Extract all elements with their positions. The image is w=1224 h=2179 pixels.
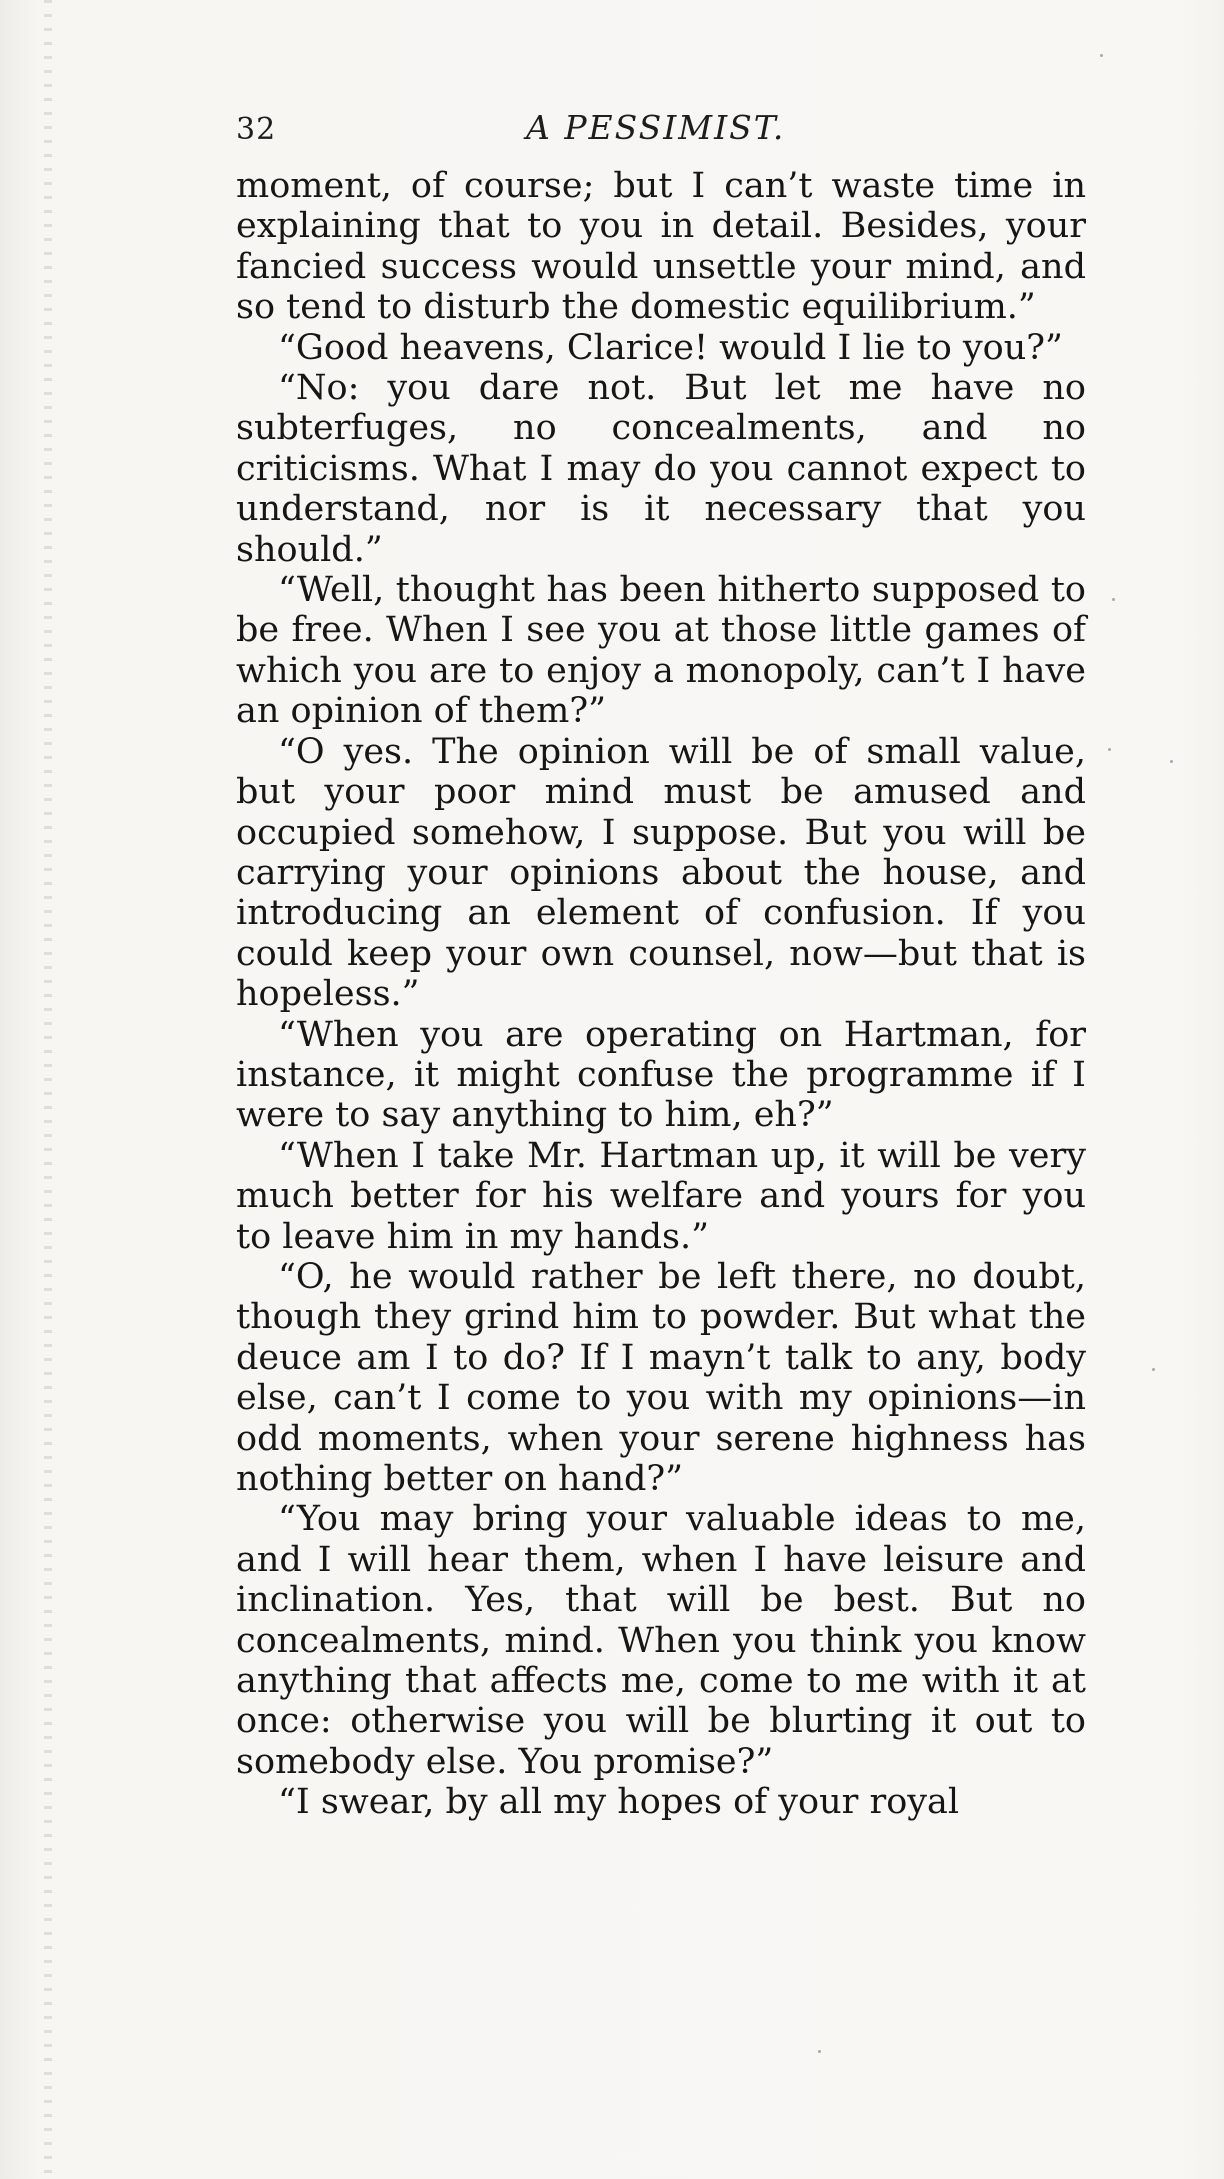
speck: [1170, 760, 1173, 763]
paragraph: “Good heavens, Clarice! would I lie to you?”: [278, 327, 1063, 368]
running-title: A PESSIMIST.: [526, 108, 786, 147]
paragraph: “I swear, by all my hopes of your royal: [278, 1782, 960, 1823]
paragraph: “No: you dare not. But let me have no subterfuges, no concealments, and no criticisms. What I may do you cannot expect to understand, nor is it necessary that you should.”: [236, 368, 1086, 570]
speck: [818, 2050, 821, 2053]
paragraph: “You may bring your valuable ideas to me, and I will hear them, when I have leisure and inclination. Yes, that will be best. But no concealments, mind. When you think you know anything that affects me, come to me with it at once: otherwise you will be blurting it out to somebody else. You promise?”: [236, 1499, 1086, 1782]
speck: [1100, 54, 1103, 57]
speck: [1112, 598, 1115, 601]
paragraph: moment, of course; but I can’t waste time in explaining that to you in detail. Besides, your fancied success would unsettle your mind, and so tend to disturb the domestic equilibrium.”: [236, 166, 1086, 328]
page-header: [236, 108, 1092, 158]
body-text: [236, 166, 1086, 1823]
paragraph: “O yes. The opinion will be of small value, but your poor mind must be amused and occupied somehow, I suppose. But you will be carrying your opinions about the house, and introducing an element of confusion. If you could keep your own counsel, now—but that is hopeless.”: [236, 731, 1086, 1015]
paragraph: “O, he would rather be left there, no doubt, though they grind him to powder. But what the deuce am I to do? If I mayn’t talk to any, body else, can’t I come to you with my opinions—in odd moments, when your serene highness has nothing better on hand?”: [236, 1256, 1086, 1499]
speck: [1152, 1368, 1155, 1371]
binding-gutter: [44, 0, 52, 2179]
paragraph: “When I take Mr. Hartman up, it will be very much better for his welfare and yours for you to leave him in my hands.”: [236, 1135, 1086, 1257]
paragraph: “When you are operating on Hartman, for instance, it might confuse the programme if I were to say anything to him, eh?”: [236, 1014, 1086, 1136]
paragraph: “Well, thought has been hitherto supposed to be free. When I see you at those little games of which you are to enjoy a monopoly, can’t I have an opinion of them?”: [236, 570, 1086, 732]
speck: [1108, 748, 1111, 751]
page-number: 32: [236, 112, 277, 147]
